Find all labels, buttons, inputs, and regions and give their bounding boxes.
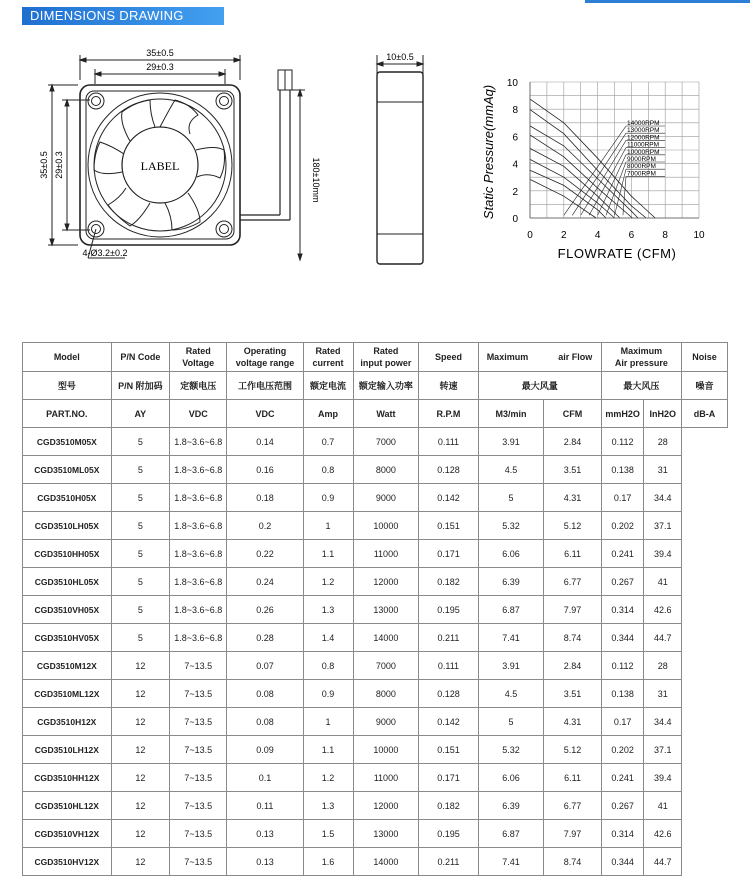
- table-cell: 1.8~3.6~6.8: [170, 456, 227, 484]
- table-cell: 0.314: [601, 820, 644, 848]
- table-cell: 4.31: [544, 708, 601, 736]
- table-cell: 0.138: [601, 456, 644, 484]
- table-cell: 13000: [353, 820, 419, 848]
- unit-cell: R.P.M: [419, 400, 478, 428]
- table-cell: 42.6: [644, 820, 682, 848]
- table-cell: 0.16: [227, 456, 303, 484]
- table-cell: 5.12: [544, 736, 601, 764]
- table-cell: 0.09: [227, 736, 303, 764]
- table-cell: 10000: [353, 512, 419, 540]
- table-cell: 6.06: [478, 540, 544, 568]
- table-cell: 0.267: [601, 568, 644, 596]
- table-cell: 1: [303, 512, 353, 540]
- hdr-model: Model: [23, 343, 112, 372]
- table-cell: 37.1: [644, 736, 682, 764]
- table-row: [23, 764, 728, 792]
- table-cell: 6.39: [478, 568, 544, 596]
- table-cell: 42.6: [644, 596, 682, 624]
- table-cell: 0.142: [419, 484, 478, 512]
- table-cell: 12: [111, 652, 169, 680]
- unit-cell: InH2O: [644, 400, 682, 428]
- table-cell: 0.26: [227, 596, 303, 624]
- table-cell: 6.39: [478, 792, 544, 820]
- table-cell: 0.128: [419, 456, 478, 484]
- table-cell: 7~13.5: [170, 792, 227, 820]
- table-cell: 8.74: [544, 848, 601, 876]
- hdr-cn-operating: 工作电压范围: [227, 372, 303, 400]
- part-number-cell: CGD3510HL05X: [23, 568, 112, 596]
- table-cell: 1.3: [303, 792, 353, 820]
- part-number-cell: CGD3510HV05X: [23, 624, 112, 652]
- table-cell: 7~13.5: [170, 652, 227, 680]
- legend-entry: 14000RPM: [627, 120, 660, 127]
- table-cell: 13000: [353, 596, 419, 624]
- x-tick-label: 0: [527, 230, 533, 241]
- legend-leader: [572, 133, 626, 215]
- table-cell: 14000: [353, 848, 419, 876]
- table-row: [23, 624, 728, 652]
- table-cell: 12000: [353, 792, 419, 820]
- hdr-operating-voltage: Operating voltage range: [227, 343, 303, 372]
- y-tick-label: 2: [512, 186, 518, 198]
- hdr-cn-rated-voltage: 定额电压: [170, 372, 227, 400]
- table-cell: 12: [111, 820, 169, 848]
- top-accent-rule: [585, 0, 750, 3]
- table-cell: 34.4: [644, 484, 682, 512]
- units-row: [23, 400, 728, 428]
- header-row-cn: [23, 372, 728, 400]
- table-cell: 28: [644, 428, 682, 456]
- mounting-holes-dim: 4-Ø3.2±0.2: [82, 248, 128, 258]
- table-cell: 2.84: [544, 652, 601, 680]
- table-cell: 0.1: [227, 764, 303, 792]
- part-number-cell: CGD3510H12X: [23, 708, 112, 736]
- hdr-speed: Speed: [419, 343, 478, 372]
- legend-entry: 7000RPM: [627, 170, 656, 178]
- table-cell: 14000: [353, 624, 419, 652]
- x-tick-label: 6: [628, 230, 635, 241]
- table-row: [23, 568, 728, 596]
- part-number-cell: CGD3510ML05X: [23, 456, 112, 484]
- part-number-cell: CGD3510M12X: [23, 652, 112, 680]
- table-cell: 5: [111, 428, 169, 456]
- table-row: [23, 736, 728, 764]
- hdr-airflow: Maximum air Flow: [478, 343, 601, 372]
- table-cell: 12: [111, 848, 169, 876]
- table-cell: 7~13.5: [170, 848, 227, 876]
- table-cell: 1: [303, 708, 353, 736]
- table-cell: 0.28: [227, 624, 303, 652]
- table-row: [23, 512, 728, 540]
- part-number-cell: CGD3510LH05X: [23, 512, 112, 540]
- unit-cell: Watt: [353, 400, 419, 428]
- unit-cell: CFM: [544, 400, 601, 428]
- table-cell: 1.6: [303, 848, 353, 876]
- table-cell: 3.91: [478, 652, 544, 680]
- table-cell: 0.14: [227, 428, 303, 456]
- table-cell: 7~13.5: [170, 680, 227, 708]
- table-cell: 5: [478, 708, 544, 736]
- fan-label-text: LABEL: [140, 159, 180, 173]
- fan-front-view: [30, 40, 330, 280]
- unit-cell: VDC: [227, 400, 303, 428]
- table-cell: 0.182: [419, 568, 478, 596]
- table-cell: 1.4: [303, 624, 353, 652]
- table-cell: 0.142: [419, 708, 478, 736]
- hdr-cn-pn: P/N 附加码: [111, 372, 169, 400]
- table-cell: 7~13.5: [170, 736, 227, 764]
- table-cell: 12: [111, 736, 169, 764]
- part-number-cell: CGD3510VH12X: [23, 820, 112, 848]
- table-cell: 1.8~3.6~6.8: [170, 512, 227, 540]
- table-cell: 5: [111, 484, 169, 512]
- hdr-rated-voltage: Rated Voltage: [170, 343, 227, 372]
- fan-side-view: [360, 45, 430, 270]
- table-cell: 0.171: [419, 764, 478, 792]
- hdr-cn-power: 额定输入功率: [353, 372, 419, 400]
- table-cell: 3.91: [478, 428, 544, 456]
- table-cell: 5: [111, 624, 169, 652]
- table-cell: 1.2: [303, 764, 353, 792]
- x-tick-label: 8: [662, 230, 668, 241]
- table-cell: 6.87: [478, 596, 544, 624]
- hdr-rated-power: Rated input power: [353, 343, 419, 372]
- hdr-cn-airflow: 最大风量: [478, 372, 601, 400]
- table-cell: 0.13: [227, 848, 303, 876]
- table-cell: 0.9: [303, 484, 353, 512]
- y-tick-label: 6: [512, 132, 518, 144]
- table-cell: 6.87: [478, 820, 544, 848]
- table-cell: 0.171: [419, 540, 478, 568]
- part-number-cell: CGD3510HH05X: [23, 540, 112, 568]
- table-cell: 0.08: [227, 708, 303, 736]
- table-cell: 0.195: [419, 596, 478, 624]
- hdr-cn-noise: 噪音: [682, 372, 728, 400]
- table-cell: 4.31: [544, 484, 601, 512]
- table-cell: 7.41: [478, 848, 544, 876]
- legend-entry: 12000RPM: [627, 134, 660, 142]
- part-number-cell: CGD3510ML12X: [23, 680, 112, 708]
- table-cell: 11000: [353, 540, 419, 568]
- unit-cell: dB-A: [682, 400, 728, 428]
- y-tick-label: 8: [512, 105, 518, 117]
- table-cell: 5.12: [544, 512, 601, 540]
- table-cell: 1.1: [303, 736, 353, 764]
- part-number-cell: CGD3510HH12X: [23, 764, 112, 792]
- table-cell: 0.314: [601, 596, 644, 624]
- spec-table: [22, 342, 728, 876]
- hdr-pn: P/N Code: [111, 343, 169, 372]
- table-cell: 0.111: [419, 652, 478, 680]
- legend-leader: [606, 162, 626, 215]
- table-cell: 5: [111, 540, 169, 568]
- table-cell: 39.4: [644, 540, 682, 568]
- table-cell: 1.1: [303, 540, 353, 568]
- table-cell: 0.112: [601, 652, 644, 680]
- table-row: [23, 680, 728, 708]
- table-row: [23, 540, 728, 568]
- hdr-cn-model: 型号: [23, 372, 112, 400]
- table-cell: 31: [644, 456, 682, 484]
- table-row: [23, 792, 728, 820]
- table-cell: 9000: [353, 708, 419, 736]
- table-cell: 0.2: [227, 512, 303, 540]
- hdr-cn-current: 额定电流: [303, 372, 353, 400]
- legend-entry: 8000RPM: [627, 163, 656, 171]
- part-number-cell: CGD3510M05X: [23, 428, 112, 456]
- table-cell: 0.111: [419, 428, 478, 456]
- table-cell: 7000: [353, 428, 419, 456]
- table-cell: 0.08: [227, 680, 303, 708]
- table-cell: 11000: [353, 764, 419, 792]
- table-cell: 5: [478, 484, 544, 512]
- table-cell: 0.195: [419, 820, 478, 848]
- table-cell: 0.344: [601, 848, 644, 876]
- dim-inner-width: 29±0.3: [146, 62, 174, 72]
- table-cell: 0.211: [419, 624, 478, 652]
- table-cell: 7~13.5: [170, 708, 227, 736]
- table-cell: 12: [111, 764, 169, 792]
- table-cell: 12: [111, 708, 169, 736]
- part-number-cell: CGD3510HV12X: [23, 848, 112, 876]
- table-cell: 7~13.5: [170, 820, 227, 848]
- table-cell: 6.06: [478, 764, 544, 792]
- table-row: [23, 848, 728, 876]
- table-cell: 0.344: [601, 624, 644, 652]
- table-cell: 0.241: [601, 540, 644, 568]
- legend-leader: [581, 140, 626, 215]
- table-cell: 44.7: [644, 624, 682, 652]
- table-cell: 41: [644, 792, 682, 820]
- table-row: [23, 652, 728, 680]
- x-tick-label: 4: [594, 230, 601, 241]
- table-cell: 5.32: [478, 736, 544, 764]
- section-title: DIMENSIONS DRAWING: [22, 7, 224, 25]
- table-cell: 37.1: [644, 512, 682, 540]
- hdr-cn-pressure: 最大风压: [601, 372, 681, 400]
- dim-outer-height: 35±0.5: [39, 151, 49, 179]
- table-cell: 0.8: [303, 456, 353, 484]
- hdr-air-pressure: Maximum Air pressure: [601, 343, 681, 372]
- table-cell: 1.5: [303, 820, 353, 848]
- table-row: [23, 428, 728, 456]
- table-cell: 0.07: [227, 652, 303, 680]
- hdr-cn-speed: 转速: [419, 372, 478, 400]
- dim-thickness: 10±0.5: [386, 52, 414, 62]
- table-cell: 7000: [353, 652, 419, 680]
- table-cell: 12000: [353, 568, 419, 596]
- table-cell: 6.77: [544, 792, 601, 820]
- table-row: [23, 484, 728, 512]
- pn-code-cell: AY: [111, 400, 169, 428]
- table-cell: 0.17: [601, 708, 644, 736]
- legend-entry: 13000RPM: [627, 127, 660, 135]
- table-cell: 28: [644, 652, 682, 680]
- table-row: [23, 596, 728, 624]
- lead-length-dim: 180±10mm: [311, 157, 321, 203]
- table-cell: 1.8~3.6~6.8: [170, 540, 227, 568]
- table-cell: 0.11: [227, 792, 303, 820]
- legend-entry: 11000RPM: [627, 141, 660, 149]
- unit-cell: mmH2O: [601, 400, 644, 428]
- x-tick-label: 10: [693, 230, 705, 241]
- table-cell: 9000: [353, 484, 419, 512]
- table-cell: 5: [111, 568, 169, 596]
- table-row: [23, 820, 728, 848]
- part-number-cell: CGD3510VH05X: [23, 596, 112, 624]
- part-number-cell: CGD3510HL12X: [23, 792, 112, 820]
- table-cell: 0.182: [419, 792, 478, 820]
- table-cell: 0.22: [227, 540, 303, 568]
- table-cell: 4.5: [478, 680, 544, 708]
- header-row-en: [23, 343, 728, 372]
- pq-chart: [478, 72, 738, 267]
- chart-ylabel: Static Pressure(mmAq): [481, 84, 496, 220]
- table-cell: 2.84: [544, 428, 601, 456]
- table-cell: 8000: [353, 680, 419, 708]
- hdr-rated-current: Rated current: [303, 343, 353, 372]
- table-cell: 12: [111, 680, 169, 708]
- table-cell: 1.8~3.6~6.8: [170, 428, 227, 456]
- chart-grid: [530, 82, 699, 218]
- y-tick-label: 4: [512, 159, 518, 171]
- table-cell: 0.151: [419, 736, 478, 764]
- table-cell: 5: [111, 456, 169, 484]
- legend-leader: [564, 126, 626, 215]
- table-cell: 0.13: [227, 820, 303, 848]
- table-cell: 0.267: [601, 792, 644, 820]
- table-cell: 0.9: [303, 680, 353, 708]
- legend-entry: 10000RPM: [627, 148, 660, 156]
- dim-inner-height: 29±0.3: [54, 151, 64, 179]
- table-row: [23, 456, 728, 484]
- unit-cell: VDC: [170, 400, 227, 428]
- table-cell: 0.112: [601, 428, 644, 456]
- hdr-noise: Noise: [682, 343, 728, 372]
- table-cell: 0.128: [419, 680, 478, 708]
- table-cell: 0.138: [601, 680, 644, 708]
- table-cell: 7.97: [544, 596, 601, 624]
- table-cell: 7~13.5: [170, 764, 227, 792]
- table-cell: 31: [644, 680, 682, 708]
- table-cell: 1.3: [303, 596, 353, 624]
- table-cell: 8.74: [544, 624, 601, 652]
- y-tick-label: 10: [506, 78, 518, 89]
- table-cell: 6.11: [544, 764, 601, 792]
- legend-leader: [623, 176, 626, 215]
- table-cell: 0.8: [303, 652, 353, 680]
- table-cell: 1.8~3.6~6.8: [170, 484, 227, 512]
- table-cell: 0.24: [227, 568, 303, 596]
- table-cell: 0.202: [601, 736, 644, 764]
- part-number-cell: CGD3510LH12X: [23, 736, 112, 764]
- table-cell: 0.7: [303, 428, 353, 456]
- y-tick-label: 0: [512, 214, 518, 225]
- table-cell: 4.5: [478, 456, 544, 484]
- table-cell: 7.97: [544, 820, 601, 848]
- dim-outer-width: 35±0.5: [146, 48, 174, 58]
- table-cell: 0.18: [227, 484, 303, 512]
- legend-entry: 9000RPM: [627, 156, 656, 163]
- table-cell: 0.17: [601, 484, 644, 512]
- table-cell: 41: [644, 568, 682, 596]
- part-number-cell: CGD3510H05X: [23, 484, 112, 512]
- table-cell: 34.4: [644, 708, 682, 736]
- chart-xlabel: FLOWRATE (CFM): [557, 246, 677, 261]
- table-cell: 39.4: [644, 764, 682, 792]
- unit-cell: PART.NO.: [23, 400, 112, 428]
- table-cell: 0.202: [601, 512, 644, 540]
- table-cell: 0.241: [601, 764, 644, 792]
- table-cell: 5.32: [478, 512, 544, 540]
- table-cell: 0.211: [419, 848, 478, 876]
- table-cell: 10000: [353, 736, 419, 764]
- unit-cell: M3/min: [478, 400, 544, 428]
- table-cell: 8000: [353, 456, 419, 484]
- series-line: [530, 159, 615, 218]
- table-cell: 1.2: [303, 568, 353, 596]
- table-cell: 12: [111, 792, 169, 820]
- table-cell: 5: [111, 596, 169, 624]
- table-row: [23, 708, 728, 736]
- x-tick-label: 2: [561, 230, 567, 241]
- table-cell: 3.51: [544, 456, 601, 484]
- table-cell: 1.8~3.6~6.8: [170, 624, 227, 652]
- table-cell: 5: [111, 512, 169, 540]
- table-cell: 1.8~3.6~6.8: [170, 568, 227, 596]
- table-cell: 6.77: [544, 568, 601, 596]
- table-cell: 1.8~3.6~6.8: [170, 596, 227, 624]
- table-cell: 44.7: [644, 848, 682, 876]
- table-cell: 3.51: [544, 680, 601, 708]
- table-cell: 0.151: [419, 512, 478, 540]
- unit-cell: Amp: [303, 400, 353, 428]
- table-cell: 7.41: [478, 624, 544, 652]
- table-cell: 6.11: [544, 540, 601, 568]
